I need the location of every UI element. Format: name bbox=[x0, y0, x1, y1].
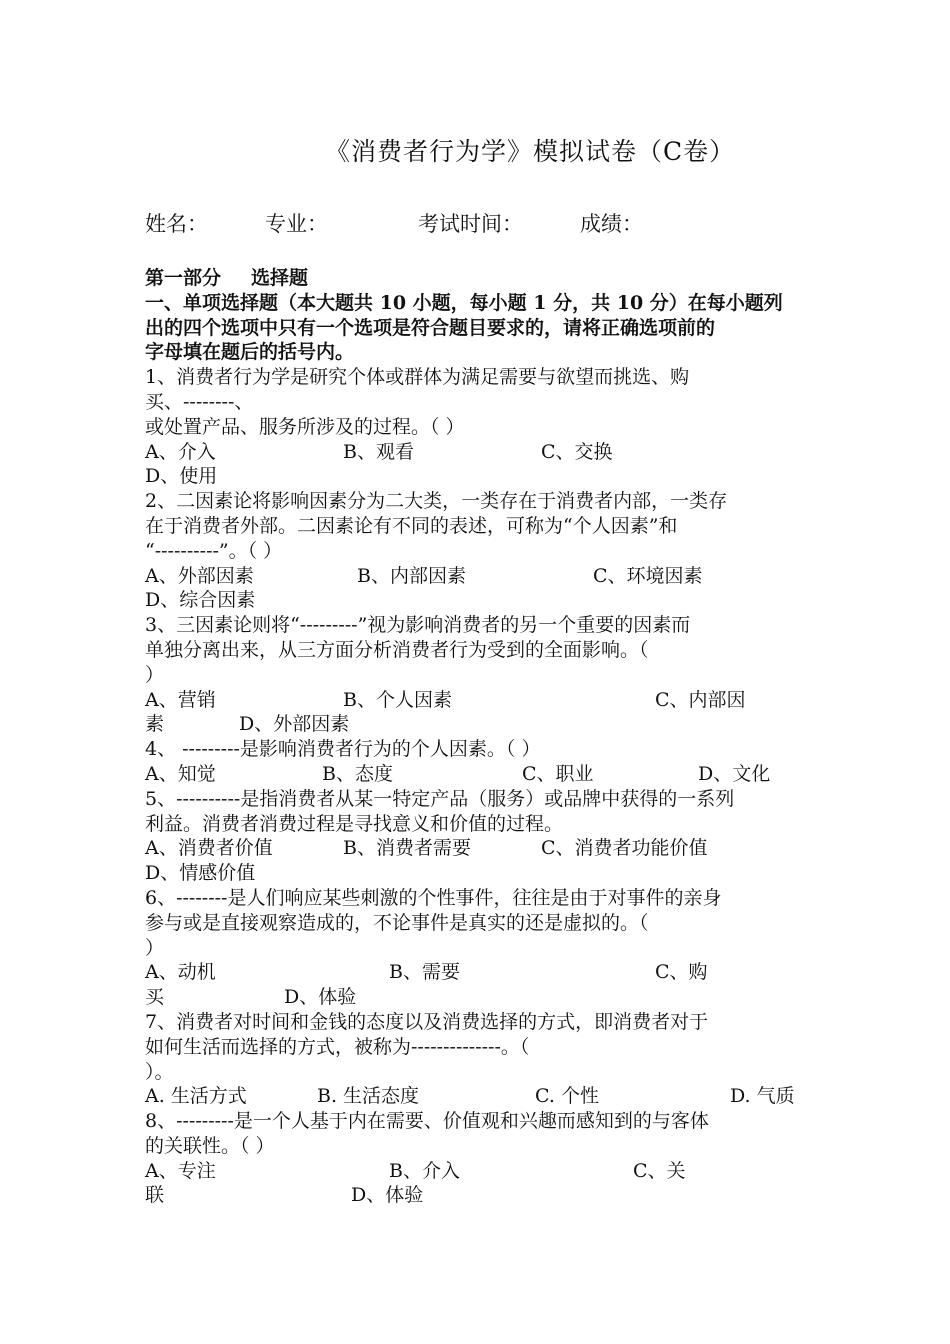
question-stem: “----------”。（ ） bbox=[145, 539, 283, 562]
instruction-line: 一、单项选择题（本大题共 10 小题，每小题 1 分，共 10 分）在每小题列 bbox=[145, 291, 783, 314]
option-c: C、关 bbox=[633, 1159, 686, 1182]
option-c: C. 个性 bbox=[535, 1085, 599, 1108]
name-label: 姓名： bbox=[145, 212, 208, 236]
option-b: B、内部因素 bbox=[357, 564, 466, 587]
question-1 bbox=[145, 365, 810, 489]
instruction-line: 字母填在题后的括号内。 bbox=[145, 341, 355, 364]
option-b: B、介入 bbox=[389, 1159, 460, 1182]
question-stem: ）。 bbox=[145, 1060, 174, 1083]
question-4 bbox=[145, 737, 810, 787]
option-c: C、环境因素 bbox=[593, 564, 703, 587]
options-row bbox=[145, 1159, 810, 1184]
options-row bbox=[145, 464, 810, 489]
question-stem: 参与或是直接观察造成的，不论事件是真实的还是虚拟的。（ bbox=[145, 911, 649, 934]
question-stem: 利益。消费者消费过程是寻找意义和价值的过程。 bbox=[145, 812, 564, 835]
option-d: D、情感价值 bbox=[145, 862, 256, 885]
option-b: B、消费者需要 bbox=[343, 837, 471, 860]
option-a: A、营销 bbox=[145, 688, 216, 711]
option-c-wrap: 买 bbox=[145, 986, 165, 1009]
option-d: D、综合因素 bbox=[145, 589, 256, 612]
option-d: D、外部因素 bbox=[239, 713, 350, 736]
question-8 bbox=[145, 1109, 810, 1208]
question-stem: 7、消费者对时间和金钱的态度以及消费选择的方式，即消费者对于 bbox=[145, 1010, 709, 1033]
question-stem: 的关联性。（ ） bbox=[145, 1134, 275, 1157]
question-5 bbox=[145, 787, 810, 886]
option-a: A、动机 bbox=[145, 961, 216, 984]
question-stem: 如何生活而选择的方式，被称为--------------。（ bbox=[145, 1035, 530, 1058]
option-b: B. 生活态度 bbox=[317, 1085, 420, 1108]
option-d: D、体验 bbox=[351, 1184, 424, 1207]
option-d: D. 气质 bbox=[730, 1085, 795, 1108]
options-row bbox=[145, 588, 810, 613]
options-row bbox=[145, 440, 810, 465]
question-3 bbox=[145, 613, 810, 737]
option-a: A、知觉 bbox=[145, 762, 216, 785]
option-b: B、个人因素 bbox=[343, 688, 452, 711]
option-c: C、购 bbox=[655, 961, 708, 984]
option-c: C、职业 bbox=[522, 762, 594, 785]
options-row bbox=[145, 1084, 810, 1109]
question-stem: 3、三因素论则将“---------”视为影响消费者的另一个重要的因素而 bbox=[145, 614, 691, 637]
options-row bbox=[145, 861, 810, 886]
score-label: 成绩： bbox=[580, 212, 643, 236]
options-row bbox=[145, 688, 810, 713]
instruction-line: 出的四个选项中只有一个选项是符合题目要求的，请将正确选项前的 bbox=[145, 316, 716, 339]
option-c-wrap: 素 bbox=[145, 713, 165, 736]
question-6 bbox=[145, 886, 810, 1010]
question-7 bbox=[145, 1010, 810, 1109]
option-d: D、体验 bbox=[284, 986, 357, 1009]
options-row bbox=[145, 762, 810, 787]
option-c-wrap: 联 bbox=[145, 1184, 165, 1207]
question-stem: 5、----------是指消费者从某一特定产品（服务）或品牌中获得的一系列 bbox=[145, 787, 735, 810]
options-row bbox=[145, 985, 810, 1010]
option-a: A、外部因素 bbox=[145, 564, 254, 587]
option-d: D、文化 bbox=[698, 762, 771, 785]
options-row bbox=[145, 960, 810, 985]
question-stem: 8、---------是一个人基于内在需要、价值观和兴趣而感知到的与客体 bbox=[145, 1110, 709, 1133]
options-row bbox=[145, 712, 810, 737]
option-b: B、观看 bbox=[343, 440, 414, 463]
option-b: B、需要 bbox=[389, 961, 460, 984]
part-heading bbox=[145, 266, 810, 291]
question-stem: ） bbox=[145, 936, 165, 959]
option-a: A、消费者价值 bbox=[145, 837, 273, 860]
question-stem: 买、--------、 bbox=[145, 390, 254, 413]
option-c: C、内部因 bbox=[655, 688, 746, 711]
option-a: A、介入 bbox=[145, 440, 216, 463]
option-a: A. 生活方式 bbox=[145, 1085, 247, 1108]
exam-title: 《消费者行为学》模拟试卷（C卷） bbox=[325, 137, 736, 166]
question-2 bbox=[145, 489, 810, 613]
major-label: 专业： bbox=[265, 212, 328, 236]
option-c: C、消费者功能价值 bbox=[541, 837, 708, 860]
options-row bbox=[145, 1183, 810, 1208]
question-stem: 4、 ---------是影响消费者行为的个人因素。（ ） bbox=[145, 738, 541, 761]
question-stem: ） bbox=[145, 663, 165, 686]
part-name: 选择题 bbox=[251, 267, 309, 289]
question-stem: 或处置产品、服务所涉及的过程。（ ） bbox=[145, 415, 465, 438]
options-row bbox=[145, 836, 810, 861]
options-row bbox=[145, 564, 810, 589]
question-stem: 在于消费者外部。二因素论有不同的表述，可称为“个人因素”和 bbox=[145, 514, 678, 537]
exam-body bbox=[145, 266, 810, 1208]
option-b: B、态度 bbox=[322, 762, 393, 785]
part-label: 第一部分 bbox=[145, 267, 222, 289]
option-a: A、专注 bbox=[145, 1159, 216, 1182]
question-stem: 2、二因素论将影响因素分为二大类，一类存在于消费者内部，一类存 bbox=[145, 490, 728, 513]
exam-time-label: 考试时间： bbox=[418, 212, 523, 236]
option-c: C、交换 bbox=[541, 440, 613, 463]
question-stem: 单独分离出来，从三方面分析消费者行为受到的全面影响。（ bbox=[145, 638, 649, 661]
question-stem: 6、--------是人们响应某些刺激的个性事件，往往是由于对事件的亲身 bbox=[145, 886, 722, 909]
question-stem: 1、消费者行为学是研究个体或群体为满足需要与欲望而挑选、购 bbox=[145, 366, 690, 389]
option-d: D、使用 bbox=[145, 465, 218, 488]
